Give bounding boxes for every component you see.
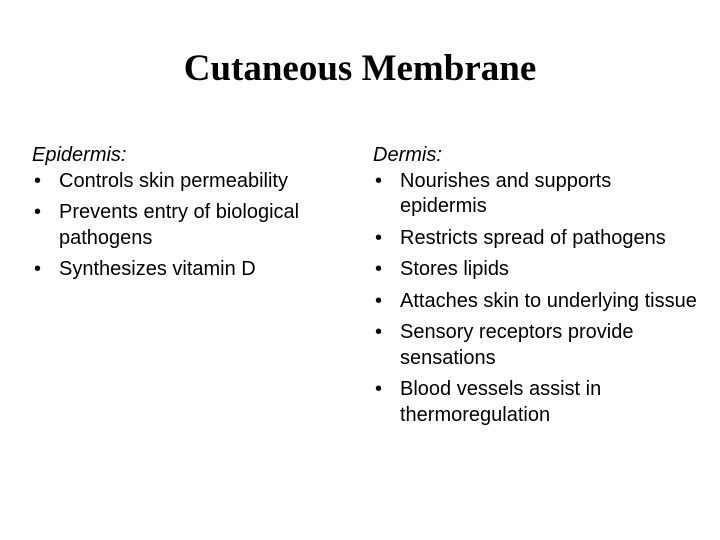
- epidermis-column: [32, 143, 362, 289]
- list-item: • Nourishes and supports epidermis: [373, 169, 703, 220]
- list-item: • Prevents entry of biological pathogens: [32, 200, 362, 251]
- list-item: • Synthesizes vitamin D: [32, 257, 362, 283]
- list-item: • Controls skin permeability: [32, 169, 362, 195]
- list-item: • Restricts spread of pathogens: [373, 226, 703, 252]
- list-item: • Attaches skin to underlying tissue: [373, 289, 703, 315]
- dermis-column: [373, 143, 703, 434]
- epidermis-heading: Epidermis:: [32, 144, 127, 166]
- list-item: • Blood vessels assist in thermoregulation: [373, 377, 703, 428]
- list-item: • Stores lipids: [373, 257, 703, 283]
- dermis-heading: Dermis:: [373, 144, 442, 166]
- epidermis-list: [32, 169, 362, 283]
- list-item: • Sensory receptors provide sensations: [373, 320, 703, 371]
- slide-title: Cutaneous Membrane: [183, 48, 537, 89]
- dermis-list: [373, 169, 703, 429]
